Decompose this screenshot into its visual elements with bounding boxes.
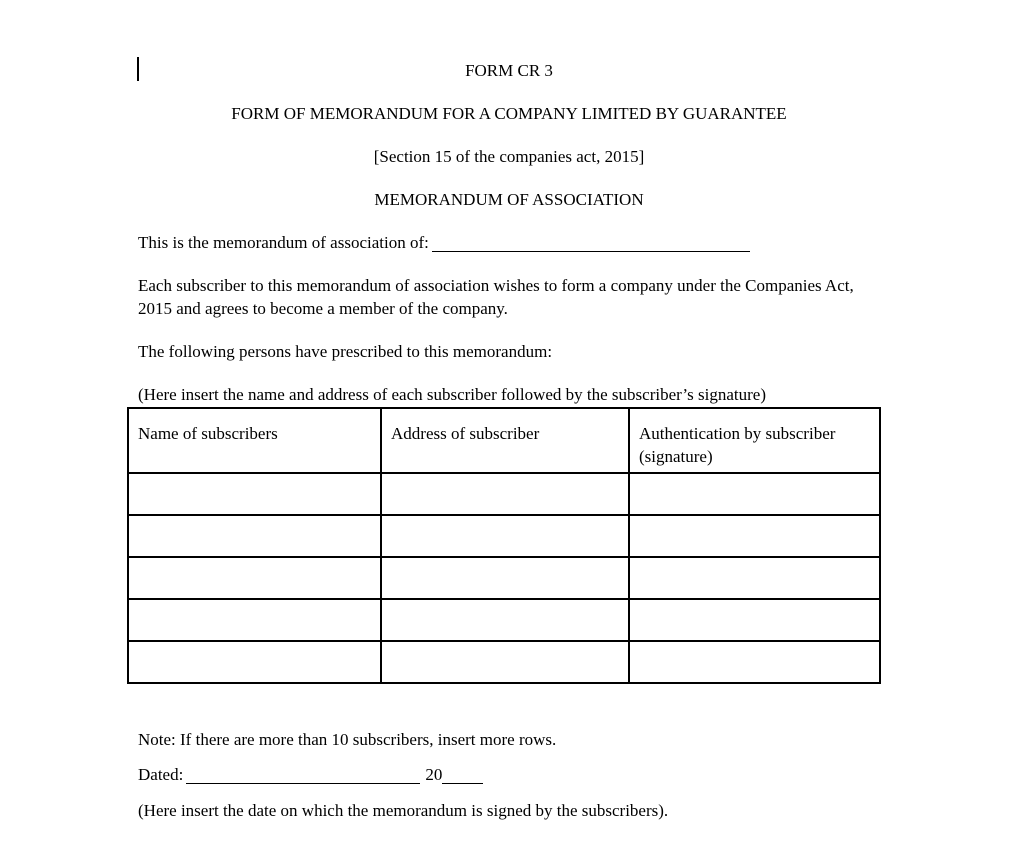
col-header-name: Name of subscribers	[128, 408, 381, 473]
name-cell[interactable]	[128, 599, 381, 641]
subscriber-clause: Each subscriber to this memorandum of association wishes to form a company under the Companies Act, 2015 and agrees to become a member of the company.	[138, 276, 854, 318]
prescribed-line: The following persons have prescribed to this memorandum:	[138, 342, 553, 361]
authentication-cell[interactable]	[629, 641, 880, 683]
intro-line	[138, 231, 880, 254]
name-cell[interactable]	[128, 557, 381, 599]
authentication-cell[interactable]	[629, 473, 880, 515]
subscriber-table-body	[128, 473, 880, 683]
form-number-heading: FORM CR 3	[465, 61, 553, 80]
subscribers-table-header	[128, 408, 880, 473]
date-instruction: (Here insert the date on which the memorandum is signed by the subscribers).	[138, 801, 669, 820]
dated-line	[138, 763, 880, 786]
year-blank[interactable]	[442, 767, 483, 784]
authentication-cell[interactable]	[629, 557, 880, 599]
name-cell[interactable]	[128, 515, 381, 557]
table-row	[128, 557, 880, 599]
document-title: FORM OF MEMORANDUM FOR A COMPANY LIMITED BY GUARANTEE	[231, 104, 787, 123]
address-cell[interactable]	[381, 599, 629, 641]
company-name-blank[interactable]	[432, 235, 750, 252]
col-header-address: Address of subscriber	[381, 408, 629, 473]
authentication-cell[interactable]	[629, 599, 880, 641]
authentication-cell[interactable]	[629, 515, 880, 557]
name-cell[interactable]	[128, 641, 381, 683]
table-row	[128, 599, 880, 641]
name-cell[interactable]	[128, 473, 381, 515]
table-row	[128, 515, 880, 557]
header-row	[128, 408, 880, 473]
intro-label: This is the memorandum of association of:	[138, 233, 429, 252]
note-line: Note: If there are more than 10 subscribers, insert more rows.	[138, 730, 557, 749]
table-row	[128, 473, 880, 515]
address-cell[interactable]	[381, 515, 629, 557]
dated-label: Dated:	[138, 765, 184, 784]
address-cell[interactable]	[381, 557, 629, 599]
memorandum-heading: MEMORANDUM OF ASSOCIATION	[374, 190, 644, 209]
table-instruction: (Here insert the name and address of each subscriber followed by the subscriber’s signature)	[138, 385, 766, 404]
year-prefix: 20	[425, 765, 443, 784]
table-row	[128, 641, 880, 683]
section-reference: [Section 15 of the companies act, 2015]	[373, 147, 645, 166]
col-header-authentication: Authentication by subscriber (signature)	[629, 408, 880, 473]
date-blank[interactable]	[186, 767, 420, 784]
address-cell[interactable]	[381, 473, 629, 515]
text-cursor-caret	[137, 57, 139, 81]
subscribers-table	[127, 407, 881, 684]
address-cell[interactable]	[381, 641, 629, 683]
